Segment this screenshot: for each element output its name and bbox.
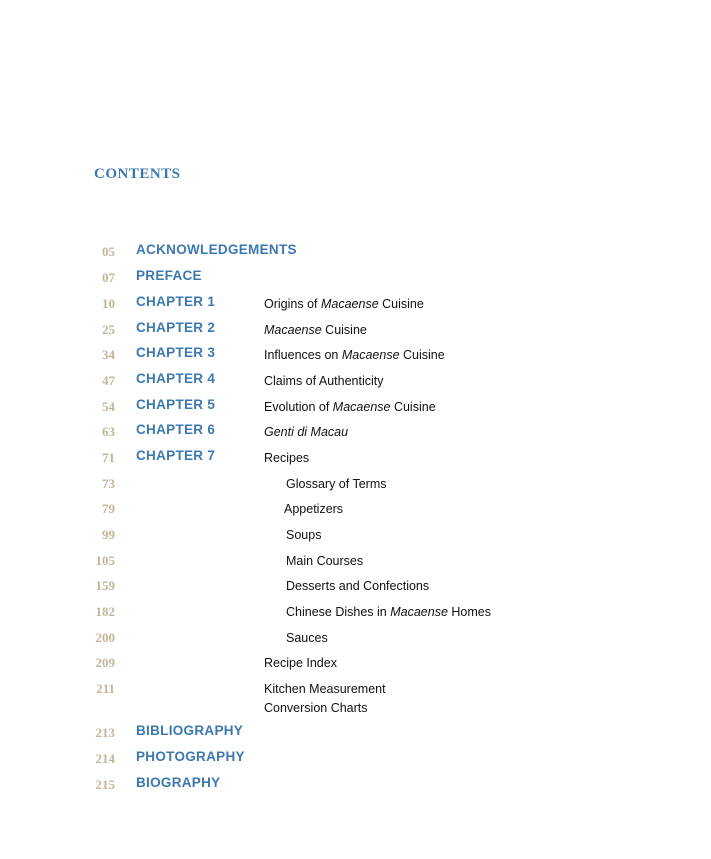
chapter-title[interactable]: Claims of Authenticity xyxy=(264,374,384,388)
toc-subentry-sauces[interactable] xyxy=(0,628,711,648)
page-number: 05 xyxy=(102,244,115,259)
page-number: 209 xyxy=(95,655,115,670)
toc-entry-bibliography[interactable] xyxy=(0,723,711,743)
toc-entry-acknowledgements[interactable] xyxy=(0,242,711,262)
toc-subentry-main-courses[interactable] xyxy=(0,551,711,571)
page-number: 159 xyxy=(95,578,115,593)
section-label[interactable]: PHOTOGRAPHY xyxy=(136,749,245,764)
chapter-title[interactable]: Macaense Cuisine xyxy=(264,323,367,337)
chapter-label[interactable]: CHAPTER 3 xyxy=(136,345,216,360)
toc-subentry-desserts[interactable] xyxy=(0,576,711,596)
page-number: 07 xyxy=(102,270,115,285)
page-number: 71 xyxy=(102,450,115,465)
toc-entry-chapter-3[interactable] xyxy=(0,345,711,365)
page-number: 105 xyxy=(95,553,115,568)
chapter-label[interactable]: CHAPTER 4 xyxy=(136,371,216,386)
page-number: 54 xyxy=(102,399,115,414)
toc-entry-recipe-index[interactable] xyxy=(0,653,711,673)
section-label[interactable]: ACKNOWLEDGEMENTS xyxy=(136,242,297,257)
chapter-title[interactable]: Origins of Macaense Cuisine xyxy=(264,297,424,311)
section-label[interactable]: BIBLIOGRAPHY xyxy=(136,723,244,738)
toc-entry-conversion-charts[interactable] xyxy=(0,679,711,719)
toc-entry-preface[interactable] xyxy=(0,268,711,288)
section-label[interactable]: PREFACE xyxy=(136,268,202,283)
page-number: 182 xyxy=(95,604,115,619)
chapter-label[interactable]: CHAPTER 6 xyxy=(136,422,216,437)
page-number: 79 xyxy=(102,501,115,516)
section-title[interactable]: Kitchen Measurement Conversion Charts xyxy=(264,682,386,715)
page-number: 34 xyxy=(102,347,115,362)
chapter-label[interactable]: CHAPTER 7 xyxy=(136,448,216,463)
page-number: 47 xyxy=(102,373,115,388)
toc-entry-chapter-7[interactable] xyxy=(0,448,711,468)
toc-entry-chapter-5[interactable] xyxy=(0,397,711,417)
subsection-title[interactable]: Appetizers xyxy=(284,502,344,516)
page-number: 73 xyxy=(102,476,115,491)
page-number: 200 xyxy=(95,630,115,645)
subsection-title[interactable]: Desserts and Confections xyxy=(286,579,430,593)
toc-subentry-chinese-dishes[interactable] xyxy=(0,602,711,622)
page-number: 99 xyxy=(102,527,115,542)
section-label[interactable]: BIOGRAPHY xyxy=(136,775,221,790)
subsection-title[interactable]: Soups xyxy=(286,528,322,542)
subsection-title[interactable]: Chinese Dishes in Macaense Homes xyxy=(286,605,491,619)
page-number: 215 xyxy=(95,777,115,792)
section-title[interactable]: Recipe Index xyxy=(264,656,337,670)
chapter-label[interactable]: CHAPTER 5 xyxy=(136,397,216,412)
chapter-title[interactable]: Evolution of Macaense Cuisine xyxy=(264,400,436,414)
toc-entry-biography[interactable] xyxy=(0,775,711,795)
chapter-label[interactable]: CHAPTER 1 xyxy=(136,294,216,309)
toc-subentry-glossary[interactable] xyxy=(0,474,711,494)
subsection-title[interactable]: Glossary of Terms xyxy=(286,477,387,491)
contents-heading: CONTENTS xyxy=(94,166,181,182)
toc-entry-chapter-1[interactable] xyxy=(0,294,711,314)
page-number: 10 xyxy=(102,296,115,311)
page-number: 213 xyxy=(95,725,115,740)
toc-entry-chapter-4[interactable] xyxy=(0,371,711,391)
page-number: 63 xyxy=(102,424,115,439)
toc-subentry-soups[interactable] xyxy=(0,525,711,545)
chapter-label[interactable]: CHAPTER 2 xyxy=(136,320,216,335)
toc-entry-chapter-6[interactable] xyxy=(0,422,711,442)
page-number: 214 xyxy=(95,751,115,766)
subsection-title[interactable]: Main Courses xyxy=(286,554,364,568)
toc-entry-photography[interactable] xyxy=(0,749,711,769)
page-number: 25 xyxy=(102,322,115,337)
toc-subentry-appetizers[interactable] xyxy=(0,499,711,519)
toc-entry-chapter-2[interactable] xyxy=(0,320,711,340)
chapter-title[interactable]: Recipes xyxy=(264,451,310,465)
chapter-title[interactable]: Influences on Macaense Cuisine xyxy=(264,348,445,362)
chapter-title[interactable]: Genti di Macau xyxy=(264,425,349,439)
page-number: 211 xyxy=(96,681,115,696)
subsection-title[interactable]: Sauces xyxy=(286,631,328,645)
